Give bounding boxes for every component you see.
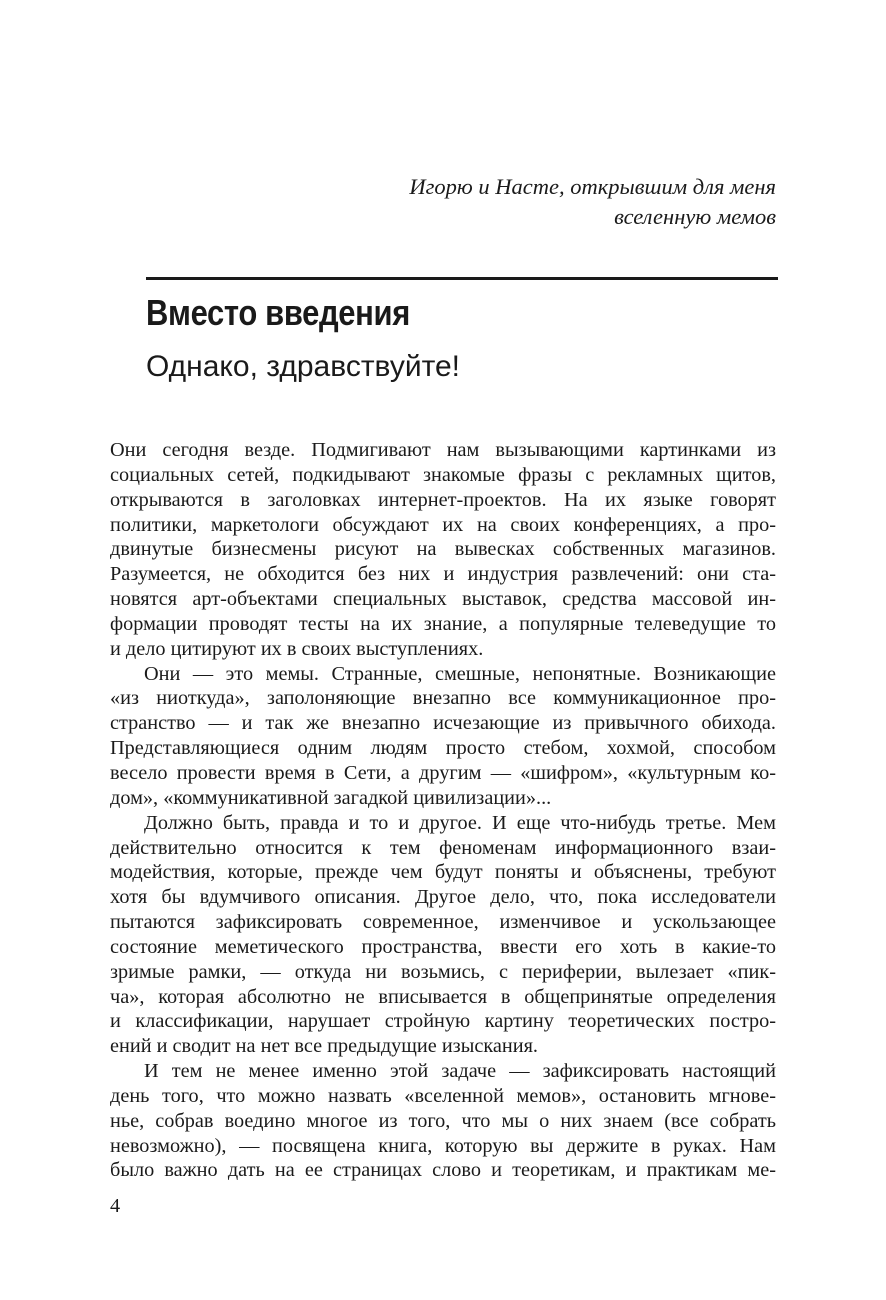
text-line: нье, собрав воедино многое из того, что мы о них знаем (все собрать — [110, 1109, 776, 1132]
chapter-rule-divider — [146, 277, 778, 280]
text-line: пытаются зафиксировать современное, изменчивое и ускользающее — [110, 911, 776, 934]
text-line: невозможно), — посвящена книга, которую вы держите в руках. Нам — [110, 1134, 776, 1157]
chapter-subtitle: Однако, здравствуйте! — [146, 350, 461, 383]
text-line: и дело цитируют их в своих выступлениях. — [110, 637, 484, 660]
text-line: состояние меметического пространства, ввести его хоть в какие-то — [110, 935, 776, 958]
paragraph — [110, 1059, 776, 1183]
text-line: Представляющиеся одним людям просто стебом, хохмой, способом — [110, 737, 776, 760]
text-line: ча», которая абсолютно не вписывается в общепринятые определения — [110, 985, 776, 1008]
text-line: социальных сетей, подкидывают знакомые фразы с рекламных щитов, — [110, 463, 776, 486]
text-line: Разумеется, не обходится без них и индустрия развлечений: они ста- — [110, 563, 776, 586]
text-line: открываются в заголовках интернет-проектов. На их языке говорят — [110, 488, 776, 511]
paragraph — [110, 438, 776, 662]
text-line: день того, что можно назвать «вселенной мемов», остановить мгнове- — [110, 1084, 776, 1107]
text-line: было важно дать на ее страницах слово и теоретикам, и практикам ме- — [110, 1159, 776, 1182]
text-line: «из ниоткуда», заполоняющие внезапно все коммуникационное про- — [110, 687, 776, 710]
chapter-title: Вместо введения — [146, 292, 410, 333]
text-line: весело провести время в Сети, а другим — «шифром», «культурным ко- — [110, 761, 776, 784]
text-line: странство — и так же внезапно исчезающие из привычного обихода. — [110, 712, 776, 735]
text-line: дом», «коммуникативной загадкой цивилизации»... — [110, 786, 552, 809]
text-line: двинутые бизнесмены рисуют на вывесках собственных магазинов. — [110, 538, 776, 561]
text-line: ений и сводит на нет все предыдущие изыскания. — [110, 1035, 538, 1058]
text-line: зримые рамки, — откуда ни возьмись, с периферии, вылезает «пик- — [110, 960, 776, 983]
text-line: действительно относится к тем феноменам информационного взаи- — [110, 836, 776, 859]
epigraph-line: Игорю и Насте, открывшим для меня — [409, 174, 776, 199]
epigraph — [409, 172, 776, 232]
paragraph — [110, 811, 776, 1059]
paragraph — [110, 662, 776, 811]
text-line: Они — это мемы. Странные, смешные, непонятные. Возникающие — [144, 662, 776, 685]
text-line: и классификации, нарушает стройную картину теоретических постро- — [110, 1010, 776, 1033]
text-line: хотя бы вдумчивого описания. Другое дело, что, пока исследователи — [110, 886, 776, 909]
page-number: 4 — [110, 1195, 121, 1217]
epigraph-line: вселенную мемов — [614, 204, 776, 229]
text-line: новятся арт-объектами специальных выставок, средства массовой ин- — [110, 588, 776, 611]
text-line: политики, маркетологи обсуждают их на своих конференциях, а про- — [110, 513, 776, 536]
text-line: Они сегодня везде. Подмигивают нам вызывающими картинками из — [110, 439, 776, 461]
body-text — [110, 438, 776, 1183]
text-line: формации проводят тесты на их знание, а популярные телеведущие то — [110, 612, 776, 635]
text-line: И тем не менее именно этой задаче — зафиксировать настоящий — [144, 1060, 776, 1083]
text-line: модействия, которые, прежде чем будут поняты и объяснены, требуют — [110, 861, 776, 884]
text-line: Должно быть, правда и то и другое. И еще что-нибудь третье. Мем — [144, 811, 776, 834]
